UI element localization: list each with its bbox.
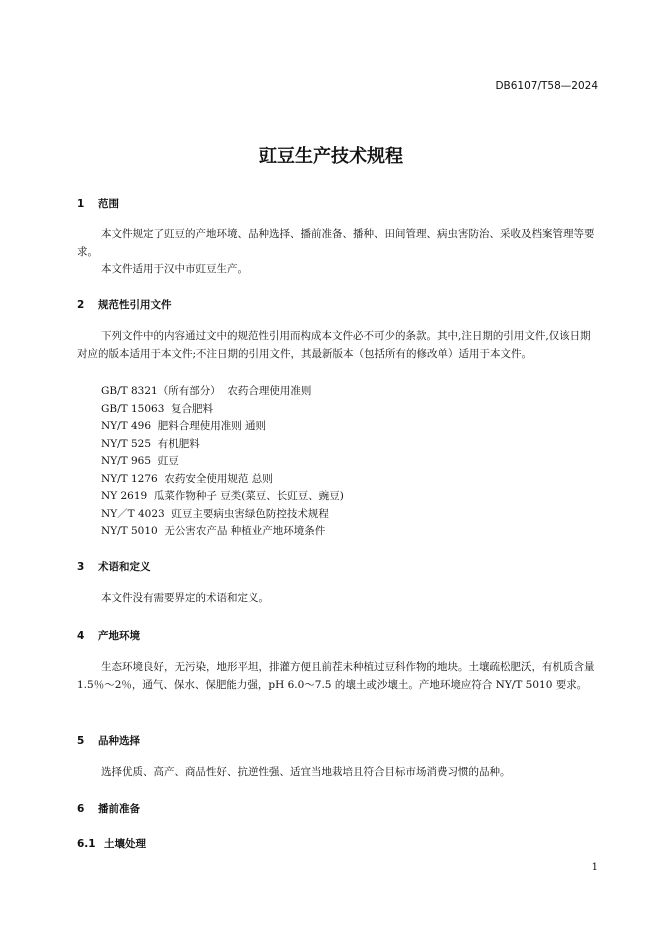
paragraph-text: 下列文件中的内容通过文中的规范性引用而构成本文件必不可少的条款。其中,注日期的引用文件,仅该日期对应的版本适用于本文件;不注日期的引用文件，其最新版本（包括所有的修改单）适用于本文件。	[77, 330, 591, 360]
document-title: 豇豆生产技术规程	[259, 146, 403, 167]
reference-item: NY/T 525 有机肥料	[101, 438, 200, 450]
reference-item: NY／T 4023 豇豆主要病虫害绿色防控技术规程	[101, 508, 329, 520]
paragraph	[77, 226, 601, 261]
section-number: 4	[77, 630, 85, 642]
section-heading-1	[77, 196, 119, 211]
section-title: 土壤处理	[104, 838, 146, 850]
paragraph-text: 生态环境良好，无污染，地形平坦，排灌方便且前茬未种植过豆科作物的地块。土壤疏松肥沃，有机质含量 1.5％～2％，通气、保水、保肥能力强，pH 6.0～7.5 的壤土或沙壤土。产地环境应符合 NY/T 5010 要求。	[77, 661, 595, 691]
reference-item: NY 2619 瓜菜作物种子 豆类(菜豆、长豇豆、豌豆)	[101, 490, 344, 502]
section-number: 2	[77, 299, 85, 311]
section-title: 产地环境	[98, 630, 140, 642]
paragraph	[77, 764, 601, 782]
section-number: 5	[77, 735, 85, 747]
section-number: 6.1	[77, 838, 96, 850]
reference-item: NY/T 1276 农药安全使用规范 总则	[101, 473, 273, 485]
paragraph-text: 本文件适用于汉中市豇豆生产。	[101, 263, 248, 275]
section-title: 品种选择	[98, 735, 140, 747]
section-number: 6	[77, 803, 85, 815]
section-title: 范围	[98, 198, 119, 210]
section-heading-2	[77, 297, 172, 312]
section-heading-6	[77, 801, 140, 816]
reference-item: NY/T 5010 无公害农产品 种植业产地环境条件	[101, 525, 326, 537]
paragraph	[77, 328, 601, 363]
reference-item: NY/T 496 肥料合理使用准则 通则	[101, 420, 267, 432]
section-number: 1	[77, 198, 85, 210]
section-heading-4	[77, 628, 140, 643]
reference-item: NY/T 965 豇豆	[101, 455, 179, 467]
section-heading-5	[77, 733, 140, 748]
paragraph	[77, 590, 601, 608]
paragraph	[77, 659, 601, 694]
paragraph-text: 选择优质、高产、商品性好、抗逆性强、适宜当地栽培且符合目标市场消费习惯的品种。	[101, 766, 511, 778]
paragraph-text: 本文件没有需要界定的术语和定义。	[101, 592, 269, 604]
section-title: 播前准备	[98, 803, 140, 815]
paragraph	[77, 261, 601, 279]
section-title: 规范性引用文件	[98, 299, 172, 311]
section-heading-3	[77, 559, 151, 574]
page-number: 1	[591, 862, 598, 873]
subsection-heading-6-1	[77, 836, 146, 851]
section-title: 术语和定义	[98, 561, 151, 573]
document-code: DB6107/T58—2024	[495, 80, 598, 92]
paragraph-text: 本文件规定了豇豆的产地环境、品种选择、播前准备、播种、田间管理、病虫害防治、采收及档案管理等要求。	[77, 228, 595, 258]
reference-item: GB/T 15063 复合肥料	[101, 403, 214, 415]
section-number: 3	[77, 561, 85, 573]
reference-item: GB/T 8321（所有部分） 农药合理使用准则	[101, 385, 312, 397]
